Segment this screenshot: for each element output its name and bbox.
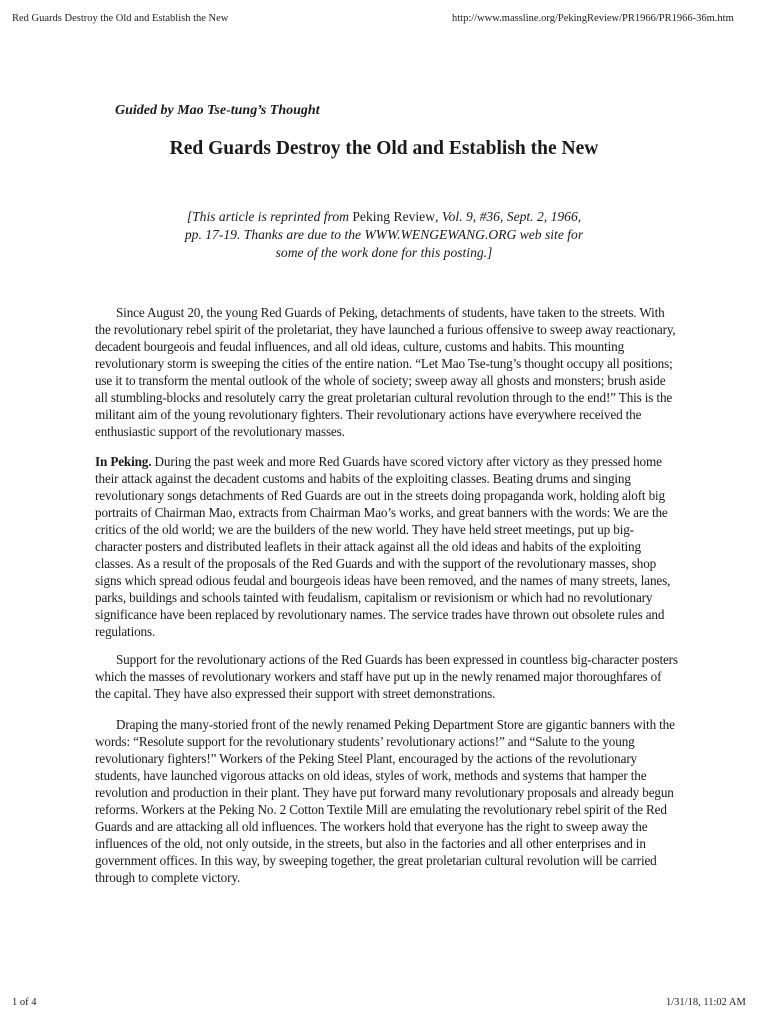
- body-paragraph: [95, 651, 678, 702]
- article-title: Red Guards Destroy the Old and Establish the New: [169, 138, 599, 159]
- source-website-link[interactable]: WWW.WENGEWANG.ORG: [364, 227, 517, 242]
- print-header-page-title: Red Guards Destroy the Old and Establish the New: [12, 13, 229, 24]
- reprint-note-text: web site for some of the work done for this posting.]: [275, 227, 584, 260]
- publication-name: Peking Review: [352, 209, 436, 224]
- print-footer-page-count: 1 of 4: [12, 997, 37, 1008]
- print-footer-timestamp: 1/31/18, 11:02 AM: [666, 997, 746, 1008]
- body-paragraph: [95, 716, 678, 886]
- print-header-url[interactable]: http://www.massline.org/PekingReview/PR1966/PR1966-36m.htm: [452, 13, 734, 24]
- paragraph-text: Support for the revolutionary actions of the Red Guards has been expressed in countless big-character posters which the masses of revolutionary workers and staff have put up in the newly renamed major thoroughfares of the capital. They have also expressed their support with street demonstrations.: [95, 652, 678, 701]
- reprint-note-text: [This article is reprinted from: [186, 209, 353, 224]
- reprint-note: [184, 208, 584, 262]
- body-paragraph: [95, 304, 678, 440]
- body-paragraph: [95, 453, 678, 640]
- section-run-in-heading: In Peking.: [95, 454, 152, 469]
- paragraph-text: Since August 20, the young Red Guards of Peking, detachments of students, have taken to the streets. With the revolutionary rebel spirit of the proletariat, they have launched a furious offensive to sweep away reactionary, decadent bourgeois and feudal influences, and all old ideas, culture, customs and habits. This mounting revolutionary storm is sweeping the cities of the entire nation. “Let Mao Tse-tung’s thought occupy all positions; use it to transform the mental outlook of the whole of society; sweep away all ghosts and monsters; brush aside all stumbling-blocks and resolutely carry the great proletarian cultural revolution through to the end!” This is the militant aim of the young revolutionary fighters. Their revolutionary actions have everywhere received the enthusiastic support of the revolutionary masses.: [95, 305, 676, 439]
- paragraph-text: During the past week and more Red Guards have scored victory after victory as they pressed home their attack against the decadent customs and habits of the exploiting classes. Beating drums and singing revolutionary songs detachments of Red Guards are out in the streets doing propaganda work, holding aloft big portraits of Chairman Mao, extracts from Chairman Mao’s works, and great banners with the words: We are the critics of the old world; we are the builders of the new world. They have held street meetings, put up big-character posters and distributed leaflets in their attack against all the old ideas and habits of the exploiting classes. As a result of the proposals of the Red Guards and with the support of the revolutionary masses, shop signs which spread odious feudal and bourgeois ideas have been removed, and the names of many streets, lanes, parks, buildings and schools tainted with feudalism, capitalism or revisionism or which had no revolutionary significance have been replaced by revolutionary names. The service trades have thrown out obsolete rules and regulations.: [95, 454, 671, 639]
- reprint-note-text: , Vol. 9, #36, Sept. 2, 1966, pp. 17-19. Thanks are due to the: [184, 209, 582, 242]
- paragraph-text: Draping the many-storied front of the newly renamed Peking Department Store are gigantic banners with the words: “Resolute support for the revolutionary students’ revolutionary actions!” and “Salute to the young revolutionary fighters!” Workers of the Peking Steel Plant, encouraged by the actions of the revolutionary students, have launched vigorous attacks on old ideas, styles of work, methods and systems that hamper the revolution and production in their plant. They have put forward many revolutionary proposals and already begun reforms. Workers at the Peking No. 2 Cotton Textile Mill are emulating the revolutionary rebel spirit of the Red Guards and are attacking all old influences. The workers hold that everyone has the right to sweep away the influences of the old, not only outside, in the streets, but also in the factories and all other enterprises and in government offices. In this way, by sweeping together, the great proletarian cultural revolution will be carried through to complete victory.: [95, 717, 675, 885]
- article-kicker: Guided by Mao Tse-tung’s Thought: [115, 103, 320, 118]
